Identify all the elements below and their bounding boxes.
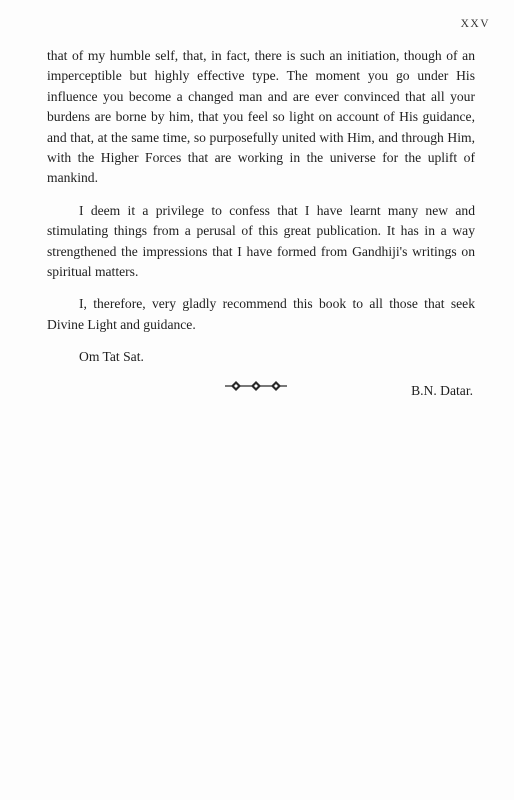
page-number: XXV [460,18,490,30]
paragraph-continuation: that of my humble self, that, in fact, there is such an initiation, though of an imperceptible but highly effective type. The moment you go under His influence you become a changed man and are ever convinced that all your burdens are borne by him, that you feel so light on account of His guidance, and that, at the same time, so purposefully united with Him, and through Him, with the Higher Forces that are working in the universe for the uplift of mankind. [47,48,475,186]
paragraph-recommendation: I, therefore, very gladly recommend this book to all those that seek Divine Light and guidance. [47,296,475,332]
foreword-body [47,46,475,401]
author-signature: B.N. Datar. [411,382,473,398]
diamond-chain-ornament-icon [224,378,288,394]
closing-line: Om Tat Sat. [79,349,144,365]
paragraph-privilege: I deem it a privilege to confess that I have learnt many new and stimulating things from a perusal of this great publication. It has in a way strengthened the impressions that I have formed from Gandhiji's writings on spiritual matters. [47,202,475,280]
